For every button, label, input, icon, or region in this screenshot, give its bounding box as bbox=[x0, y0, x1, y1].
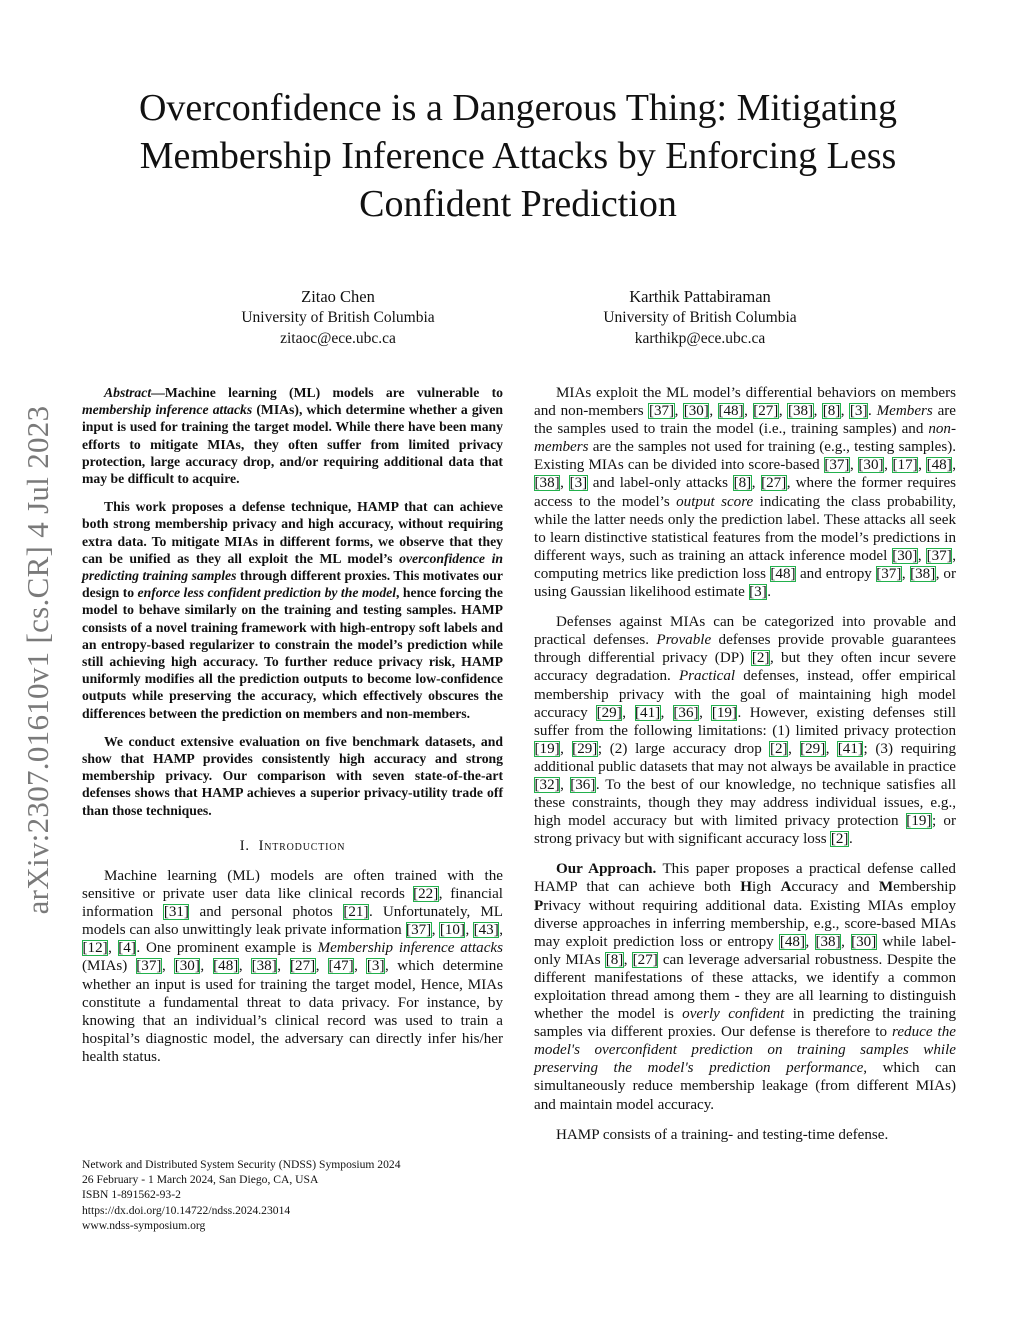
section-heading-introduction bbox=[82, 837, 503, 855]
abstract-emphasis: overconfidence in predicting training samples bbox=[82, 550, 503, 584]
citation-link[interactable]: [31] bbox=[163, 904, 189, 921]
author-email[interactable]: zitaoc@ece.ubc.ca bbox=[280, 330, 396, 347]
abstract-label: Abstract bbox=[104, 385, 152, 400]
right-column bbox=[534, 384, 956, 1156]
citation-link[interactable]: [8] bbox=[822, 403, 841, 420]
citation-link[interactable]: [30] bbox=[892, 547, 918, 564]
author-block-1 bbox=[198, 286, 478, 349]
paragraph-heading: Our Approach. bbox=[556, 861, 657, 878]
citation-link[interactable]: [21] bbox=[343, 904, 369, 921]
citation-link[interactable]: [19] bbox=[906, 813, 932, 830]
citation-link[interactable]: [41] bbox=[635, 704, 661, 721]
citation-link[interactable]: [41] bbox=[837, 740, 863, 757]
citation-link[interactable]: [37] bbox=[926, 547, 952, 564]
citation-link[interactable]: [12] bbox=[82, 940, 108, 957]
abstract-emphasis: enforce less confident prediction by the model bbox=[137, 585, 397, 601]
abstract bbox=[82, 384, 503, 819]
citation-link[interactable]: [47] bbox=[328, 958, 354, 975]
citation-link[interactable]: [37] bbox=[136, 958, 162, 975]
footnote-line: ISBN 1-891562-93-2 bbox=[82, 1188, 181, 1202]
citation-link[interactable]: [48] bbox=[926, 457, 952, 474]
author-email[interactable]: karthikp@ece.ubc.ca bbox=[634, 330, 766, 347]
citation-link[interactable]: [38] bbox=[534, 475, 560, 492]
citation-link[interactable]: [36] bbox=[673, 704, 699, 721]
citation-link[interactable]: [27] bbox=[761, 475, 787, 492]
citation-link[interactable]: [8] bbox=[605, 951, 624, 968]
body-paragraph: MIAs exploit the ML model’s differential behaviors on members and non-members [37], [30], [48], [27], [38], [8], [3]. Members are the samples used to train the model (i.e., training samples) and non-members are the samples not used for training (e.g., testing samples). Existing MIAs can be divided into score-based [37], [30], [17], [48], [38], [3] and label-only attacks [8], [27], where the former requires access to the model’s output score indicating the class probability, while the latter needs only the prediction label. These attacks all seek to learn distinctive statistical features from the model’s predictions in different ways, such as training an attack inference model [30], [37], computing metrics like prediction loss [48] and entropy [37], [38], or using Gaussian likelihood estimate [3]. bbox=[534, 385, 957, 601]
body-emphasis: reduce the model's overconfident prediction on training samples while preserving the model's prediction performance bbox=[534, 1024, 957, 1077]
body-emphasis: Practical bbox=[678, 668, 736, 685]
citation-link[interactable]: [48] bbox=[770, 565, 796, 582]
body-emphasis: overly confident bbox=[682, 1006, 785, 1023]
citation-link[interactable]: [30] bbox=[683, 403, 709, 420]
section-number: I. bbox=[239, 837, 250, 854]
citation-link[interactable]: [17] bbox=[892, 457, 918, 474]
citation-link[interactable]: [30] bbox=[174, 958, 200, 975]
citation-link[interactable]: [29] bbox=[800, 740, 826, 757]
citation-link[interactable]: [48] bbox=[718, 403, 744, 420]
citation-link[interactable]: [38] bbox=[251, 958, 277, 975]
citation-link[interactable]: [3] bbox=[366, 958, 385, 975]
body-paragraph: HAMP consists of a training- and testing-time defense. bbox=[556, 1126, 889, 1143]
citation-link[interactable]: [3] bbox=[749, 584, 767, 601]
left-column bbox=[82, 384, 503, 1078]
abstract-paragraph-2: This work proposes a defense technique, HAMP that can achieve both strong membership privacy and high accuracy, without requiring extra data. To mitigate MIAs in different forms, we observe that they can be unified as they all exploit the ML model’s overconfidence in predicting training samples through different proxies. This motivates our design to enforce less confident prediction by the model, hence forcing the model to behave similarly on the training and testing samples. HAMP consists of a novel training framework with high-entropy soft labels and an entropy-based regularizer to constrain the model’s prediction while still achieving high accuracy. To further reduce privacy risk, HAMP uniformly modifies all the prediction outputs to become low-confidence outputs while preserving the accuracy, which effectively obscures the differences between the prediction on members and non-members. bbox=[82, 499, 503, 721]
body-paragraph: Our Approach. This paper proposes a practical defense called HAMP that can achieve both High Accuracy and Membership Privacy without requiring additional data. Existing MIAs employ diverse approaches in inferring membership, e.g., score-based MIAs may exploit prediction loss or entropy [48], [38], [30] while label-only MIAs [8], [27] can leverage adversarial robustness. Despite the different manifestations of these attacks, we identify a common exploitation thread among them - they are all learning to distinguish whether the model is overly confident in predicting the training samples via different proxies. Our defense is therefore to reduce the model's overconfident prediction on training samples while preserving the model's prediction performance, which can simultaneously reduce membership leakage (from different MIAs) and maintain model accuracy. bbox=[534, 861, 957, 1113]
citation-link[interactable]: [27] bbox=[290, 958, 316, 975]
author-affiliation: University of British Columbia bbox=[241, 309, 435, 326]
citation-link[interactable]: [2] bbox=[751, 650, 770, 667]
footnote-doi-link[interactable]: https://dx.doi.org/10.14722/ndss.2024.23014 bbox=[82, 1203, 291, 1217]
citation-link[interactable]: [3] bbox=[849, 403, 868, 420]
abstract-paragraph-3: We conduct extensive evaluation on five benchmark datasets, and show that HAMP provides consistently high accuracy and strong membership privacy. Our comparison with seven state-of-the-art defenses shows that HAMP achieves a superior privacy-utility trade off than those techniques. bbox=[82, 733, 503, 818]
citation-link[interactable]: [36] bbox=[570, 776, 596, 793]
abstract-paragraph-1: Abstract—Machine learning (ML) models are vulnerable to membership inference attacks (MIAs), which determine whether a given input is used for training the target model. While there have been many efforts to mitigate MIAs, they often suffer from limited privacy protection, large accuracy drop, and/or requiring additional data that may be difficult to acquire. bbox=[82, 385, 504, 487]
footnote-website-link[interactable]: www.ndss-symposium.org bbox=[82, 1218, 206, 1232]
body-emphasis: non-members bbox=[534, 421, 956, 456]
citation-link[interactable]: [30] bbox=[851, 933, 877, 950]
citation-link[interactable]: [29] bbox=[572, 740, 598, 757]
abstract-emphasis: membership inference attacks bbox=[82, 402, 253, 418]
citation-link[interactable]: [38] bbox=[787, 403, 814, 420]
citation-link[interactable]: [48] bbox=[779, 933, 806, 950]
author-affiliation: University of British Columbia bbox=[603, 309, 797, 326]
citation-link[interactable]: [4] bbox=[118, 940, 136, 957]
body-emphasis: output score bbox=[676, 493, 754, 510]
citation-link[interactable]: [37] bbox=[406, 922, 432, 939]
citation-link[interactable]: [19] bbox=[534, 740, 560, 757]
citation-link[interactable]: [29] bbox=[596, 704, 622, 721]
intro-emphasis: Membership inference attacks bbox=[317, 940, 503, 957]
citation-link[interactable]: [10] bbox=[439, 922, 465, 939]
citation-link[interactable]: [2] bbox=[769, 740, 788, 757]
author-name: Zitao Chen bbox=[301, 287, 375, 306]
citation-link[interactable]: [43] bbox=[473, 922, 499, 939]
body-emphasis: Members bbox=[876, 403, 933, 420]
citation-link[interactable]: [38] bbox=[815, 933, 841, 950]
body-paragraph: Defenses against MIAs can be categorized into provable and practical defenses. Provable defenses provide provable guarantees through differential privacy (DP) [2], but they often incur severe accuracy degradation. Practical defenses, instead, offer empirical membership privacy with the goal of maintaining high model accuracy [29], [41], [36], [19]. However, existing defenses still suffer from the following limitations: (1) limited privacy protection [19], [29]; (2) large accuracy drop [2], [29], [41]; (3) requiring additional public datasets that may not always be available in practice [32], [36]. To the best of our knowledge, no technique satisfies all these constraints, though they may address individual issues, e.g., high model accuracy but with limited privacy protection [19]; or strong privacy but with significant accuracy loss [2]. bbox=[534, 614, 957, 848]
citation-link[interactable]: [22] bbox=[413, 886, 439, 903]
arxiv-identifier-stamp bbox=[18, 380, 58, 940]
paper-title: Overconfidence is a Dangerous Thing: Mitigating Membership Inference Attacks by Enforcing Less Confident Prediction bbox=[138, 87, 898, 225]
arxiv-stamp-text: arXiv:2307.01610v1 [cs.CR] 4 Jul 2023 bbox=[20, 405, 55, 915]
citation-link[interactable]: [37] bbox=[824, 457, 850, 474]
citation-link[interactable]: [30] bbox=[858, 457, 884, 474]
footnote-line: Network and Distributed System Security (NDSS) Symposium 2024 bbox=[82, 1158, 401, 1171]
citation-link[interactable]: [3] bbox=[569, 475, 588, 492]
citation-link[interactable]: [19] bbox=[711, 704, 737, 721]
venue-footnote bbox=[82, 1157, 502, 1233]
body-emphasis: Provable bbox=[656, 632, 712, 649]
citation-link[interactable]: [2] bbox=[830, 831, 849, 848]
author-block-2 bbox=[560, 286, 840, 349]
section-title: Introduction bbox=[258, 837, 346, 854]
citation-link[interactable]: [32] bbox=[534, 776, 560, 793]
citation-link[interactable]: [8] bbox=[733, 475, 752, 492]
citation-link[interactable]: [27] bbox=[632, 951, 658, 968]
author-name: Karthik Pattabiraman bbox=[629, 287, 771, 306]
citation-link[interactable]: [37] bbox=[876, 565, 902, 582]
citation-link[interactable]: [27] bbox=[753, 403, 779, 420]
citation-link[interactable]: [38] bbox=[910, 565, 936, 582]
footnote-line: 26 February - 1 March 2024, San Diego, CA, USA bbox=[82, 1173, 319, 1187]
intro-paragraph-1: Machine learning (ML) models are often trained with the sensitive or private user data like clinical records [22], financial information [31] and personal photos [21]. Unfortunately, ML models can also unwittingly leak private information [37], [10], [43], [12], [4]. One prominent example is Membership inference attacks (MIAs) [37], [30], [48], [38], [27], [47], [3], which determine whether an input is used for training the target model, Hence, MIAs constitute a fundamental threat to data privacy. For instance, by knowing that an individual’s clinical record was used to train a hospital’s diagnostic model, the adversary can directly infer his/her health status. bbox=[82, 867, 504, 1065]
citation-link[interactable]: [37] bbox=[648, 403, 675, 420]
citation-link[interactable]: [48] bbox=[213, 958, 239, 975]
